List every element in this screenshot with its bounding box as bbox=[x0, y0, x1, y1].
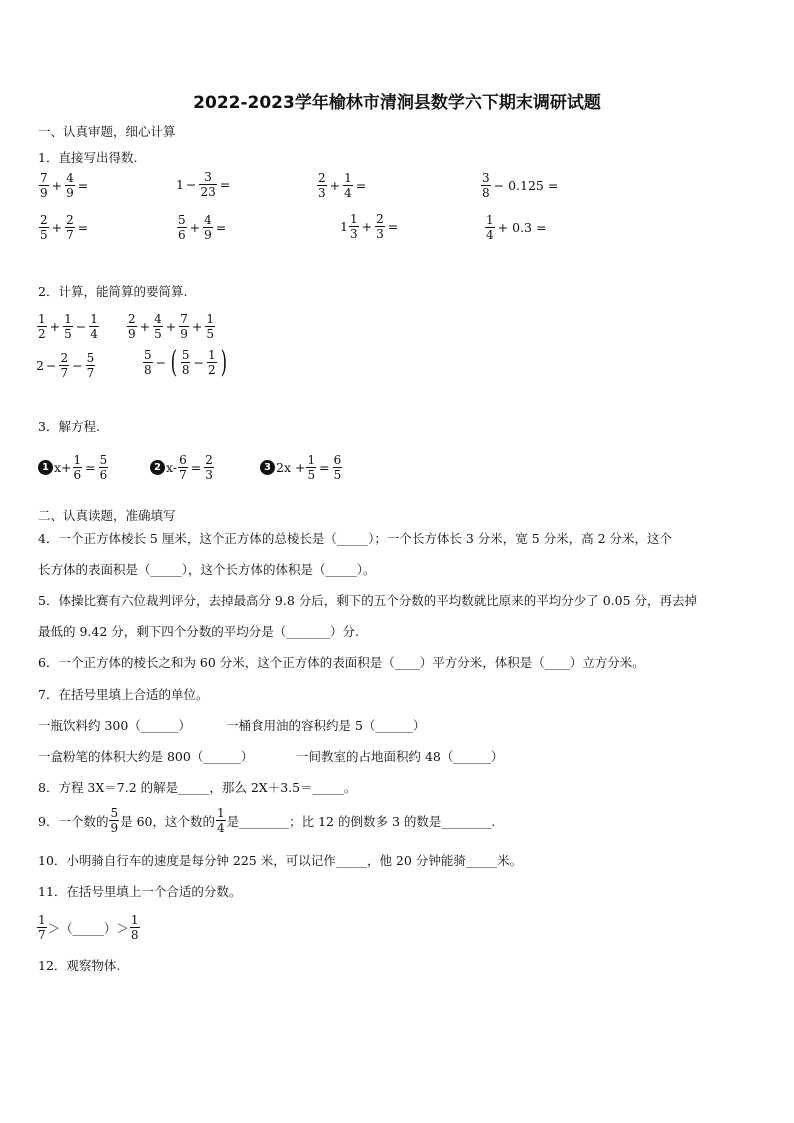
question-6: 6．一个正方体的棱长之和为 60 分米，这个正方体的表面积是（____）平方分米，体积是（____）立方分米。 bbox=[38, 655, 645, 670]
question-4-line-1: 4．一个正方体棱长 5 厘米，这个正方体的总棱长是（_____）；一个长方体长 3 分米，宽 5 分米，高 2 分米，这个 bbox=[38, 531, 673, 546]
q1-expr-2: 1 − $\frac{3}{23}$ = bbox=[176, 170, 231, 199]
q2-expr-2: $\frac{2}{9}$ + $\frac{4}{5}$ + $\frac{7}{9}$ + $\frac{1}{5}$ bbox=[128, 312, 215, 341]
q2-expr-3: 2 − $\frac{2}{7}$ − $\frac{5}{7}$ bbox=[36, 351, 95, 380]
q1-expr-3: $\frac{2}{3}$ + $\frac{1}{4}$ = bbox=[318, 171, 367, 200]
question-7-item-a: 一瓶饮料约 300（______） bbox=[38, 718, 191, 733]
question-11-label: 11．在括号里填上一个合适的分数。 bbox=[38, 884, 242, 899]
q3-equation-3: 3 2x + $\frac{1}{5}$ = $\frac{6}{5}$ bbox=[260, 453, 343, 482]
question-7-item-b: 一桶食用油的容积约是 5（______） bbox=[226, 718, 426, 733]
q1-expr-4: $\frac{3}{8}$ − 0.125 = bbox=[482, 171, 559, 200]
question-1-label: 1．直接写出得数. bbox=[38, 150, 138, 165]
question-5-line-2: 最低的 9.42 分，剩下四个分数的平均分是（_______）分. bbox=[38, 624, 360, 639]
circled-number-1-icon: 1 bbox=[38, 460, 53, 475]
question-7-item-c: 一盒粉笔的体积大约是 800（______） bbox=[38, 749, 254, 764]
q1-expr-1: $\frac{7}{9}$ + $\frac{4}{9}$ = bbox=[40, 171, 89, 200]
q1-expr-8: $\frac{1}{4}$ + 0.3 = bbox=[486, 213, 547, 242]
q1-expr-7: 1 $\frac{1}{3}$ + $\frac{2}{3}$ = bbox=[340, 212, 399, 241]
question-7-item-d: 一间教室的占地面积约 48（______） bbox=[296, 749, 504, 764]
question-4-line-2: 长方体的表面积是（_____），这个长方体的体积是（_____）。 bbox=[38, 562, 376, 577]
question-9: 9．一个数的 $\frac{5}{9}$ 是 60，这个数的 $\frac{1}{4}$ 是________；比 12 的倒数多 3 的数是________. bbox=[38, 806, 496, 835]
question-12: 12．观察物体. bbox=[38, 958, 121, 973]
question-11-expr: $\frac{1}{7}$ ＞（_____）＞ $\frac{1}{8}$ bbox=[38, 913, 139, 942]
question-5-line-1: 5．体操比赛有六位裁判评分，去掉最高分 9.8 分后，剩下的五个分数的平均数就比原来的平均分少了 0.05 分，再去掉 bbox=[38, 593, 698, 608]
question-10: 10．小明骑自行车的速度是每分钟 225 米，可以记作_____，他 20 分钟能骑_____米。 bbox=[38, 853, 523, 868]
question-8: 8．方程 3X＝7.2 的解是_____，那么 2X＋3.5＝_____。 bbox=[38, 780, 357, 795]
page-title: 2022-2023学年榆林市清涧县数学六下期末调研试题 bbox=[193, 93, 601, 113]
q1-expr-6: $\frac{5}{6}$ + $\frac{4}{9}$ = bbox=[178, 213, 227, 242]
section-2-heading: 二、认真读题，准确填写 bbox=[38, 508, 176, 523]
q2-expr-1: $\frac{1}{2}$ + $\frac{1}{5}$ − $\frac{1}{4}$ bbox=[38, 312, 98, 341]
q3-equation-2: 2 x- $\frac{6}{7}$ = $\frac{2}{3}$ bbox=[150, 453, 215, 482]
section-1-heading: 一、认真审题，细心计算 bbox=[38, 124, 176, 139]
question-2-label: 2．计算，能简算的要简算. bbox=[38, 284, 188, 299]
question-7-label: 7．在括号里填上合适的单位。 bbox=[38, 687, 209, 702]
q1-expr-5: $\frac{2}{5}$ + $\frac{2}{7}$ = bbox=[40, 213, 89, 242]
circled-number-2-icon: 2 bbox=[150, 460, 165, 475]
question-3-label: 3．解方程. bbox=[38, 419, 100, 434]
q3-equation-1: 1 x+ $\frac{1}{6}$ = $\frac{5}{6}$ bbox=[38, 453, 109, 482]
circled-number-3-icon: 3 bbox=[260, 460, 275, 475]
q2-expr-4: $\frac{5}{8}$ − ( $\frac{5}{8}$ − $\frac{1}{2}$ ) bbox=[144, 344, 227, 380]
